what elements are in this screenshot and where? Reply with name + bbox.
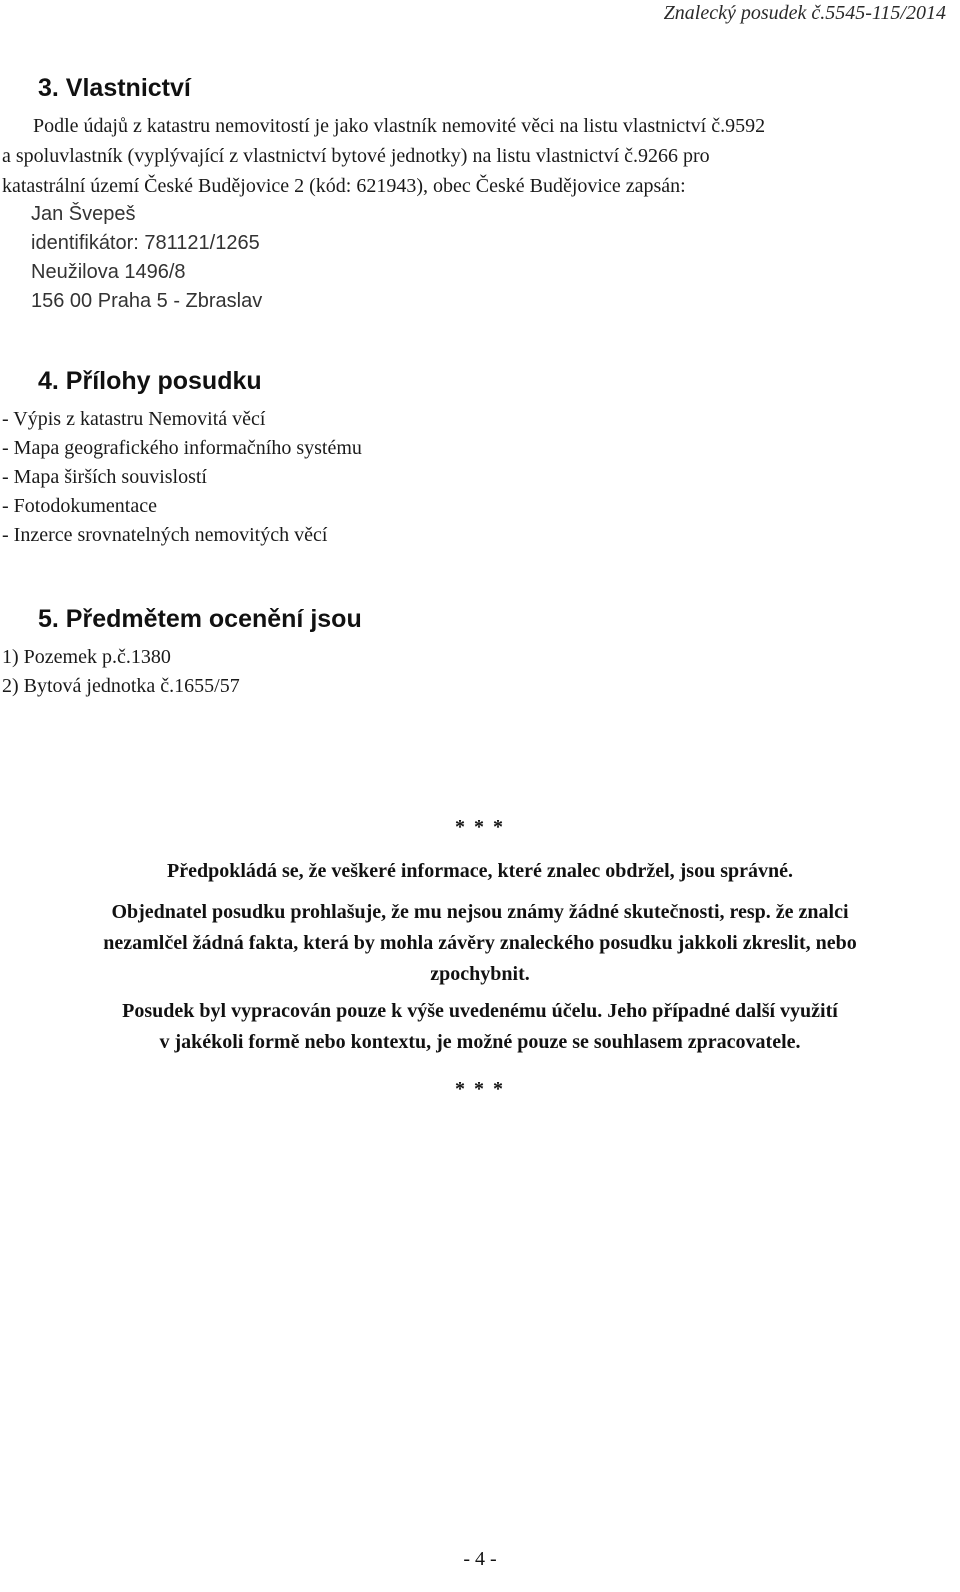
statement-3-line-1: Posudek byl vypracován pouze k výše uvedenému účelu. Jeho případné další využití — [122, 1000, 838, 1022]
statement-2-line-2: nezamlčel žádná fakta, která by mohla závěry znaleckého posudku jakkoli zkreslit, nebo — [103, 932, 857, 954]
owner-identifier: identifikátor: 781121/1265 — [31, 232, 260, 254]
ownership-paragraph-line-3: katastrální území České Budějovice 2 (kód: 621943), obec České Budějovice zapsán: — [2, 175, 686, 197]
owner-street: Neužilova 1496/8 — [31, 261, 186, 283]
statement-information-correct — [0, 856, 960, 887]
statement-client-declaration — [0, 897, 960, 990]
statement-2-line-3: zpochybnit. — [430, 963, 530, 985]
ownership-paragraph — [2, 111, 954, 201]
attachment-item: - Mapa geografického informačního systému — [2, 437, 362, 459]
statement-1-line: Předpokládá se, že veškeré informace, které znalec obdržel, jsou správné. — [167, 860, 793, 882]
separator-stars-bottom: * * * — [455, 1078, 505, 1100]
document-reference: Znalecký posudek č.5545-115/2014 — [663, 2, 946, 24]
section-3-heading: 3. Vlastnictví — [38, 74, 191, 102]
section-4-heading: 4. Přílohy posudku — [38, 367, 262, 395]
owner-city: 156 00 Praha 5 - Zbraslav — [31, 290, 263, 312]
ownership-paragraph-line-1: Podle údajů z katastru nemovitostí je jako vlastník nemovité věci na listu vlastnictví č.9592 — [33, 115, 766, 137]
attachment-item: - Výpis z katastru Nemovitá věcí — [2, 408, 266, 430]
statement-2-line-1: Objednatel posudku prohlašuje, že mu nejsou známy žádné skutečnosti, resp. že znalci — [111, 901, 849, 923]
page-number: - 4 - — [463, 1548, 497, 1570]
valuation-item: 1) Pozemek p.č.1380 — [2, 646, 171, 668]
valuation-item: 2) Bytová jednotka č.1655/57 — [2, 675, 240, 697]
separator-stars-top: * * * — [455, 816, 505, 838]
statement-3-line-2: v jakékoli formě nebo kontextu, je možné pouze se souhlasem zpracovatele. — [159, 1031, 801, 1053]
attachment-item: - Inzerce srovnatelných nemovitých věcí — [2, 524, 328, 546]
attachment-item: - Fotodokumentace — [2, 495, 157, 517]
ownership-paragraph-line-2: a spoluvlastník (vyplývající z vlastnictví bytové jednotky) na listu vlastnictví č.9266 pro — [2, 145, 710, 167]
statement-usage-purpose — [0, 996, 960, 1058]
owner-name: Jan Švepeš — [31, 203, 136, 225]
section-5-heading: 5. Předmětem ocenění jsou — [38, 605, 362, 633]
attachment-item: - Mapa širších souvislostí — [2, 466, 207, 488]
